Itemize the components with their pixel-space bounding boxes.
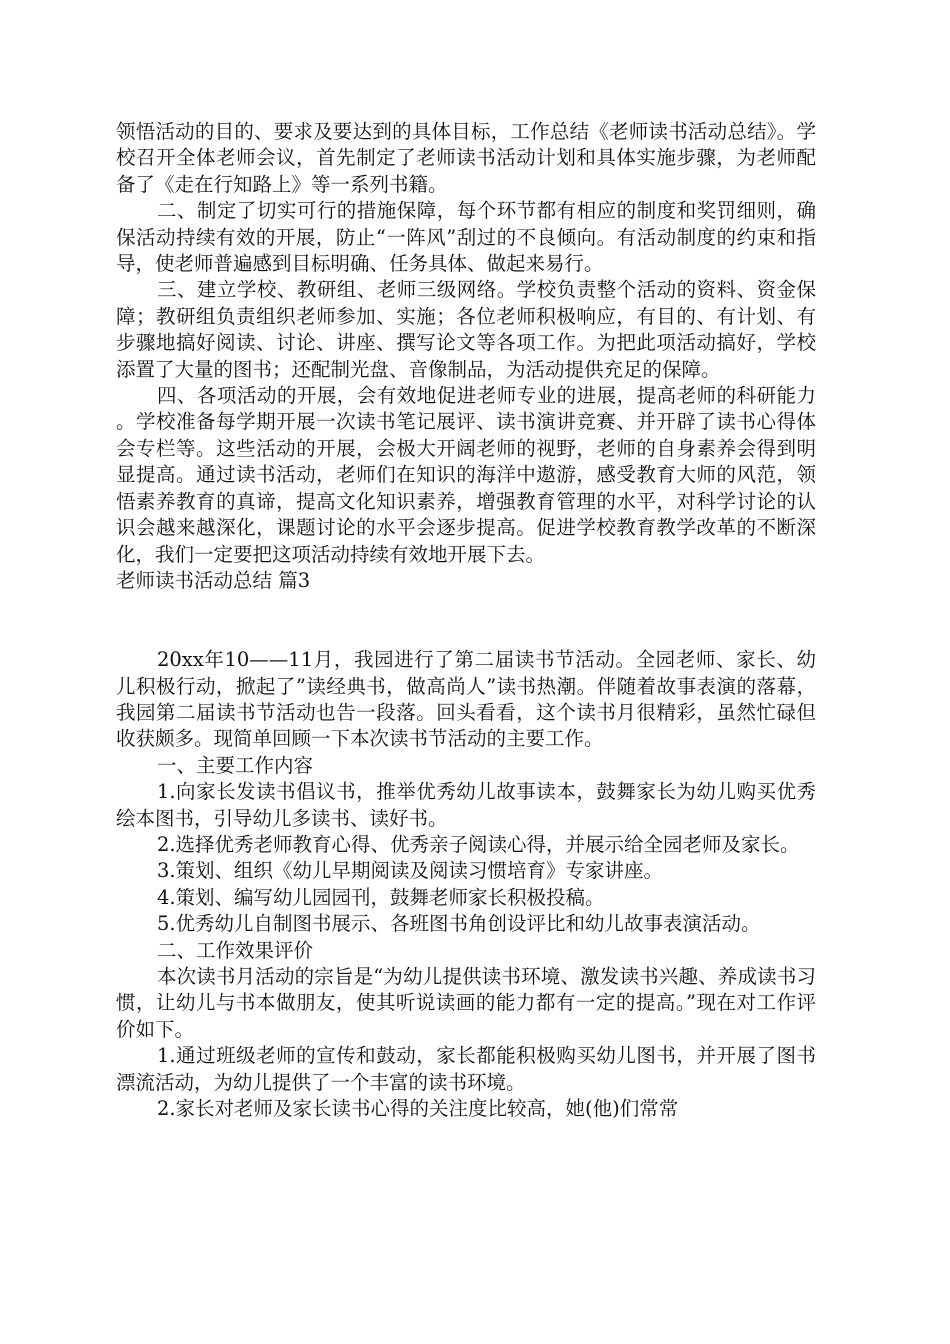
- paragraph-2: 二、制定了切实可行的措施保障，每个环节都有相应的制度和奖罚细则，确保活动持续有效的开展，防止“一阵风”刮过的不良倾向。有活动制度的约束和指导，使老师普遍感到目标明确、任务具体、做起来易行。: [116, 199, 816, 276]
- evaluation-item-2: 2.家长对老师及家长读书心得的关注度比较高，她(他)们常常: [156, 1097, 679, 1121]
- list-item-3: 3.策划、组织《幼儿早期阅读及阅读习惯培育》专家讲座。: [156, 859, 664, 883]
- list-item-2: 2.选择优秀老师教育心得、优秀亲子阅读心得，并展示给全园老师及家长。: [156, 832, 800, 856]
- list-item-4: 4.策划、编写幼儿园园刊，鼓舞老师家长积极投稿。: [156, 885, 605, 909]
- paragraph-6: 本次读书月活动的宗旨是“为幼儿提供读书环境、激发读书兴趣、养成读书习惯，让幼儿与书本做朋友，使其听说读画的能力都有一定的提高。”现在对工作评价如下。: [116, 964, 816, 1041]
- list-item-1: 1.向家长发读书倡议书，推举优秀幼儿故事读本，鼓舞家长为幼儿购买优秀绘本图书，引导幼儿多读书、读好书。: [116, 780, 816, 830]
- subheading-evaluation: 二、工作效果评价: [156, 938, 313, 962]
- list-item-5: 5.优秀幼儿自制图书展示、各班图书角创设评比和幼儿故事表演活动。: [156, 912, 761, 936]
- subheading-main-work: 一、主要工作内容: [156, 753, 313, 777]
- evaluation-item-1: 1.通过班级老师的宣传和鼓动，家长都能积极购买幼儿图书，并开展了图书漂流活动，为幼儿提供了一个丰富的读书环境。: [116, 1044, 816, 1094]
- document-body: [116, 119, 816, 1122]
- blank-space: [116, 594, 816, 647]
- paragraph-4: 四、各项活动的开展，会有效地促进老师专业的进展，提高老师的科研能力。学校准备每学期开展一次读书笔记展评、读书演讲竞赛、并开辟了读书心得体会专栏等。这些活动的开展，会极大开阔老师的视野，老师的自身素养会得到明显提高。通过读书活动，老师们在知识的海洋中遨游，感受教育大师的风范，领悟素养教育的真谛，提高文化知识素养，增强教育管理的水平，对科学讨论的认识会越来越深化，课题讨论的水平会逐步提高。促进学校教育教学改革的不断深化，我们一定要把这项活动持续有效地开展下去。: [116, 384, 816, 566]
- section-heading: 老师读书活动总结 篇3: [116, 568, 311, 592]
- paragraph-5: 20xx年10——11月，我园进行了第二届读书节活动。全园老师、家长、幼儿积极行动，掀起了”读经典书，做高尚人”读书热潮。伴随着故事表演的落幕，我园第二届读书节活动也告一段落。回头看看，这个读书月很精彩，虽然忙碌但收获颇多。现简单回顾一下本次读书节活动的主要工作。: [116, 648, 816, 751]
- paragraph-1: 领悟活动的目的、要求及要达到的具体目标，工作总结《老师读书活动总结》。学校召开全体老师会议，首先制定了老师读书活动计划和具体实施步骤，为老师配备了《走在行知路上》等一系列书籍。: [116, 120, 816, 196]
- paragraph-3: 三、建立学校、教研组、老师三级网络。学校负责整个活动的资料、资金保障；教研组负责组织老师参加、实施；各位老师积极响应，有目的、有计划、有步骤地搞好阅读、讨论、讲座、撰写论文等各项工作。为把此项活动搞好，学校添置了大量的图书；还配制光盘、音像制品，为活动提供充足的保障。: [116, 278, 816, 381]
